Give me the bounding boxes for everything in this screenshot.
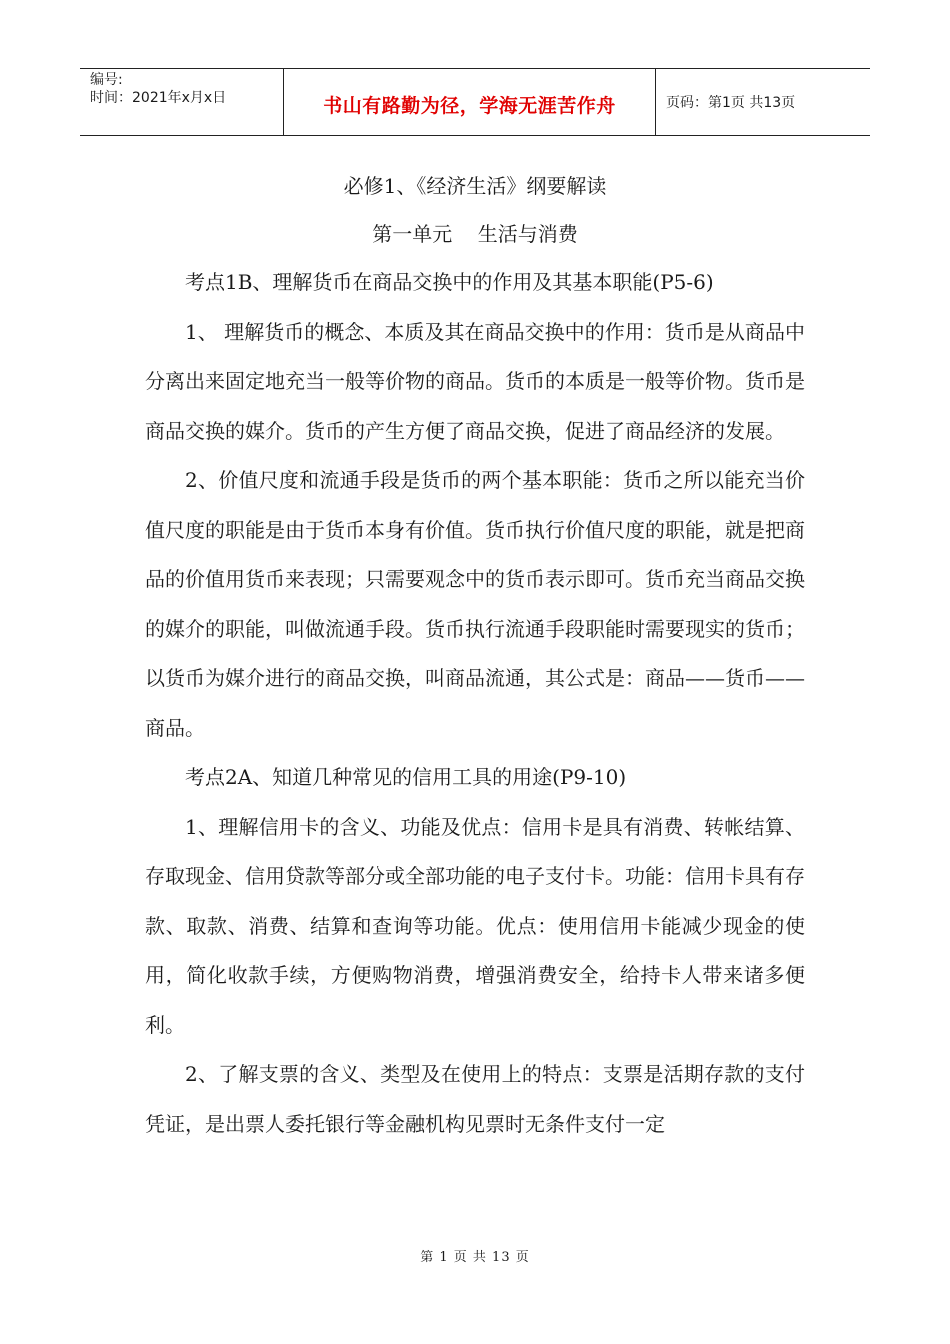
header-table <box>80 68 870 136</box>
document-title: 必修1、《经济生活》纲要解读 <box>343 174 607 198</box>
header-right-cell <box>656 69 870 135</box>
paragraph-topic-2: 考点2A、知道几种常见的信用工具的用途(P9-10) <box>185 765 627 789</box>
header-left-cell <box>80 69 283 135</box>
paragraph-cheque: 2、了解支票的含义、类型及在使用上的特点：支票是活期存款的支付凭证，是出票人委托银行等金融机构见票时无条件支付一定 <box>145 1062 805 1136</box>
header-middle-cell <box>283 69 656 135</box>
number-label: 编号: <box>90 72 123 88</box>
date-label: 时间：2021年x月x日 <box>90 90 227 106</box>
document-body <box>145 162 805 1149</box>
paragraph-money-concept: 1、 理解货币的概念、本质及其在商品交换中的作用：货币是从商品中分离出来固定地充当一般等价物的商品。货币的本质是一般等价物。货币是商品交换的媒介。货币的产生方便了商品交换，促进了商品经济的发展。 <box>145 319 805 443</box>
paragraph-money-functions: 2、价值尺度和流通手段是货币的两个基本职能：货币之所以能充当价值尺度的职能是由于货币本身有价值。货币执行价值尺度的职能，就是把商品的价值用货币来表现；只需要观念中的货币表示即可。货币充当商品交换的媒介的职能，叫做流通手段。货币执行流通手段职能时需要现实的货币；以货币为媒介进行的商品交换，叫商品流通，其公式是：商品——货币——商品。 <box>145 468 805 740</box>
motto-text: 书山有路勤为径，学海无涯苦作舟 <box>323 94 616 117</box>
page-info: 页码：第1页 共13页 <box>666 95 796 111</box>
unit-title: 第一单元 生活与消费 <box>372 222 578 246</box>
page-footer: 第 1 页 共 13 页 <box>420 1250 530 1265</box>
paragraph-credit-card: 1、理解信用卡的含义、功能及优点：信用卡是具有消费、转帐结算、存取现金、信用贷款等部分或全部功能的电子支付卡。功能：信用卡具有存款、取款、消费、结算和查询等功能。优点：使用信用卡能减少现金的使用，简化收款手续，方便购物消费，增强消费安全，给持卡人带来诸多便利。 <box>145 814 805 1037</box>
paragraph-topic-1: 考点1B、理解货币在商品交换中的作用及其基本职能(P5-6) <box>185 270 714 294</box>
